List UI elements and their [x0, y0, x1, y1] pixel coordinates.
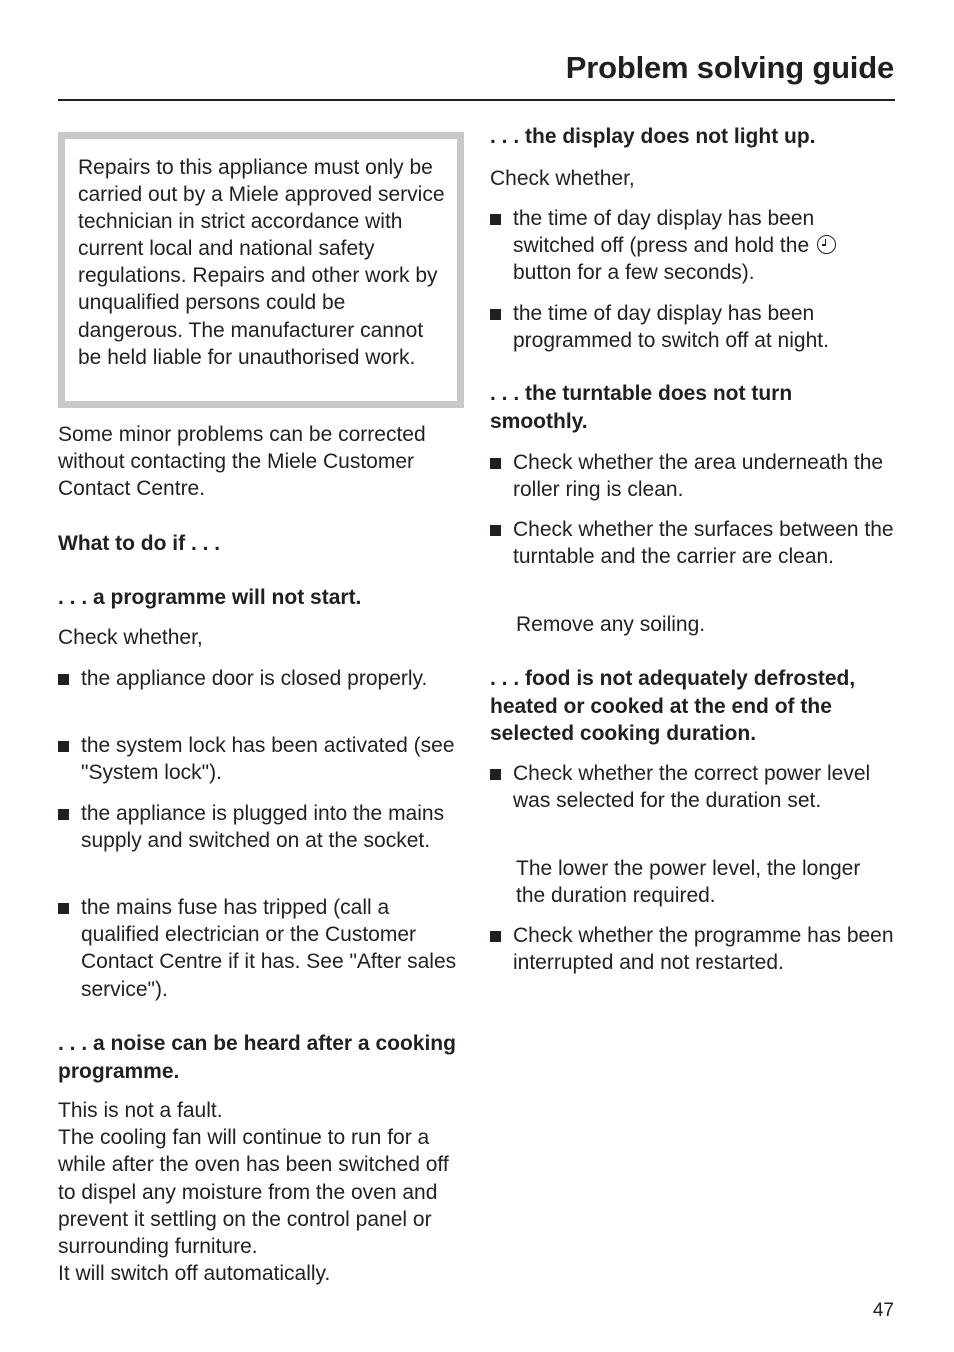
- no-start-lead: Check whether,: [58, 626, 203, 649]
- display-heading: . . . the display does not light up.: [490, 125, 816, 148]
- bullet-square-icon: [58, 741, 69, 752]
- list-item: [490, 300, 895, 354]
- bullet-square-icon: [58, 674, 69, 685]
- list-item: [490, 516, 895, 570]
- list-item-text: [513, 205, 895, 287]
- header-rule: [58, 99, 895, 101]
- list-item-text: Check whether the area underneath the roller ring is clean.: [513, 451, 884, 502]
- noise-line: The cooling fan will continue to run for a while after the oven has been switched off to dispel any moisture from the oven and prevent it settling on the control panel or surrounding furniture.: [58, 1126, 449, 1259]
- list-item: [58, 894, 468, 1003]
- list-item-text: the appliance door is closed properly.: [81, 667, 428, 690]
- turntable-heading: . . . the turntable does not turn smoothly.: [490, 382, 793, 433]
- list-item-text: the mains fuse has tripped (call a qualified electrician or the Customer Contact Centre if it has. See "After sales service").: [81, 896, 457, 1001]
- turntable-note: Remove any soiling.: [516, 613, 706, 636]
- no-start-heading: . . . a programme will not start.: [58, 586, 362, 609]
- bullet-square-icon: [58, 809, 69, 820]
- bullet-square-icon: [490, 214, 501, 225]
- noise-line: It will switch off automatically.: [58, 1262, 331, 1286]
- list-item-text: Check whether the programme has been interrupted and not restarted.: [513, 924, 894, 975]
- list-item: [58, 800, 468, 854]
- display-lead: Check whether,: [490, 167, 635, 190]
- noise-text: [58, 1097, 468, 1287]
- food-heading: . . . food is not adequately defrosted, heated or cooked at the end of the selected cooking duration.: [490, 667, 856, 745]
- display-bullet-1b: button for a few seconds).: [513, 261, 755, 285]
- display-bullet-1a: the time of day display has been switched off (press and hold the: [513, 207, 815, 258]
- list-item: [58, 732, 468, 786]
- page-number: 47: [872, 1300, 894, 1321]
- list-item-text: the system lock has been activated (see "System lock").: [81, 734, 455, 785]
- bullet-square-icon: [58, 903, 69, 914]
- list-item: [490, 760, 895, 814]
- intro-text: Some minor problems can be corrected without contacting the Miele Customer Contact Centre.: [58, 423, 426, 501]
- bullet-square-icon: [490, 769, 501, 780]
- what-to-do-heading: What to do if . . .: [58, 532, 221, 555]
- list-item-text: Check whether the surfaces between the turntable and the carrier are clean.: [513, 518, 894, 569]
- bullet-square-icon: [490, 309, 501, 320]
- food-note: The lower the power level, the longer the duration required.: [516, 857, 861, 908]
- list-item: [490, 449, 895, 503]
- noise-line: This is not a fault.: [58, 1099, 223, 1122]
- list-item-text: the appliance is plugged into the mains supply and switched on at the socket.: [81, 802, 445, 853]
- bullet-square-icon: [490, 458, 501, 469]
- list-item-text: the time of day display has been programmed to switch off at night.: [513, 302, 829, 353]
- list-item: [58, 665, 468, 692]
- list-item: [490, 922, 895, 976]
- clock-icon: [817, 235, 836, 254]
- noise-heading: . . . a noise can be heard after a cooking programme.: [58, 1032, 456, 1083]
- warning-text: Repairs to this appliance must only be carried out by a Miele approved service technician in strict accordance with current local and national safety regulations. Repairs and other work by unqualified persons could be dangerous. The manufacturer cannot be held liable for unauthorised work.: [78, 156, 445, 369]
- warning-box: [58, 132, 464, 408]
- bullet-square-icon: [490, 525, 501, 536]
- list-item: [490, 205, 895, 287]
- list-item-text: Check whether the correct power level was selected for the duration set.: [513, 762, 871, 813]
- page-title: Problem solving guide: [565, 50, 894, 85]
- bullet-square-icon: [490, 931, 501, 942]
